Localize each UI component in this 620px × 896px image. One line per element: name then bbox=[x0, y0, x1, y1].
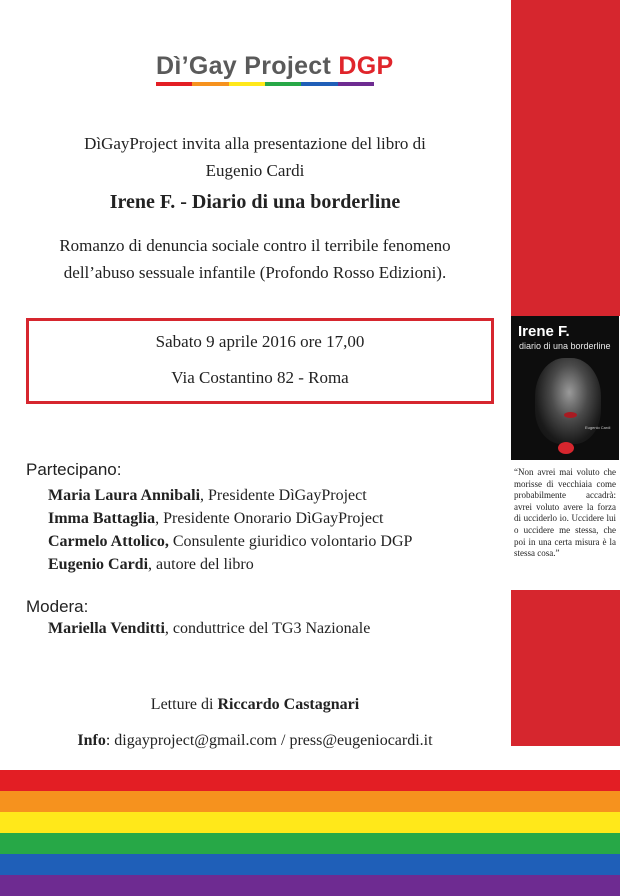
logo-bar-blue bbox=[301, 82, 337, 86]
event-box bbox=[26, 318, 494, 404]
rainbow-footer bbox=[0, 770, 620, 896]
info bbox=[0, 732, 510, 750]
red-side-bar-top bbox=[511, 0, 620, 316]
cover-face-image bbox=[535, 358, 601, 444]
participants-list bbox=[48, 484, 412, 576]
moderator-name: Mariella Venditti bbox=[48, 620, 165, 637]
rainbow-stripe-red bbox=[0, 770, 620, 791]
logo-name: Dì’Gay Project bbox=[156, 52, 332, 80]
participant-item bbox=[48, 530, 412, 553]
rainbow-stripe-orange bbox=[0, 791, 620, 812]
participant-item bbox=[48, 484, 412, 507]
logo-rainbow-bar bbox=[156, 82, 374, 86]
intro bbox=[0, 130, 510, 184]
intro-text: DìGayProject invita alla presentazione del libro di bbox=[84, 134, 426, 153]
participant-name: Maria Laura Annibali bbox=[48, 487, 201, 504]
red-side-bar-bottom bbox=[511, 590, 620, 746]
rainbow-stripe-yellow bbox=[0, 812, 620, 833]
publisher-badge-icon bbox=[558, 442, 574, 454]
logo-bar-yellow bbox=[229, 82, 265, 86]
book-description bbox=[0, 232, 510, 286]
rainbow-stripe-blue bbox=[0, 854, 620, 875]
readings-prefix: Letture di bbox=[150, 696, 218, 713]
logo-text bbox=[156, 52, 394, 81]
participant-role: Consulente giuridico volontario DGP bbox=[168, 533, 413, 550]
moderator-heading: Modera: bbox=[26, 597, 89, 616]
description-line-1: Romanzo di denuncia sociale contro il terribile fenomeno bbox=[59, 236, 451, 255]
participant-role: , Presidente DìGayProject bbox=[200, 487, 367, 504]
participant-role: , autore del libro bbox=[148, 556, 254, 573]
event-address: Via Costantino 82 - Roma bbox=[171, 368, 349, 387]
readings-name: Riccardo Castagnari bbox=[217, 696, 360, 713]
participant-name: Eugenio Cardi bbox=[48, 556, 149, 573]
logo-bar-purple bbox=[338, 82, 374, 86]
moderator bbox=[48, 620, 370, 638]
cover-lips bbox=[564, 412, 577, 418]
cover-title: Irene F. bbox=[518, 323, 570, 340]
info-label: Info bbox=[77, 732, 106, 749]
info-contacts: : digayproject@gmail.com / press@eugeniocardi.it bbox=[105, 732, 433, 749]
rainbow-stripe-purple bbox=[0, 875, 620, 896]
logo bbox=[156, 52, 394, 86]
description-line-2: dell’abuso sessuale infantile (Profondo Rosso Edizioni). bbox=[63, 263, 447, 282]
participant-role: , Presidente Onorario DìGayProject bbox=[155, 510, 384, 527]
book-cover bbox=[511, 316, 619, 460]
intro-author: Eugenio Cardi bbox=[205, 161, 305, 180]
participant-name: Imma Battaglia bbox=[48, 510, 156, 527]
event-date-time: Sabato 9 aprile 2016 ore 17,00 bbox=[155, 332, 365, 351]
cover-author: Eugenio Cardi bbox=[585, 425, 611, 430]
rainbow-stripe-green bbox=[0, 833, 620, 854]
logo-acronym: DGP bbox=[338, 52, 394, 80]
logo-bar-red bbox=[156, 82, 192, 86]
book-quote: “Non avrei mai voluto che morisse di vecchiaia come probabilmente accadrà: avrei voluto avere la forza di ucciderlo io. Uccidere lui o uccidere me stessa, che poi in una certa misura è la stessa cosa.” bbox=[514, 467, 616, 559]
participant-item bbox=[48, 507, 412, 530]
participants-heading: Partecipano: bbox=[26, 460, 122, 479]
logo-bar-orange bbox=[192, 82, 228, 86]
moderator-role: , conduttrice del TG3 Nazionale bbox=[164, 620, 371, 637]
readings bbox=[0, 696, 510, 714]
logo-bar-green bbox=[265, 82, 301, 86]
cover-subtitle: diario di una borderline bbox=[519, 341, 611, 351]
participant-item bbox=[48, 553, 412, 576]
participant-name: Carmelo Attolico, bbox=[48, 533, 169, 550]
book-title: Irene F. - Diario di una borderline bbox=[109, 191, 401, 213]
